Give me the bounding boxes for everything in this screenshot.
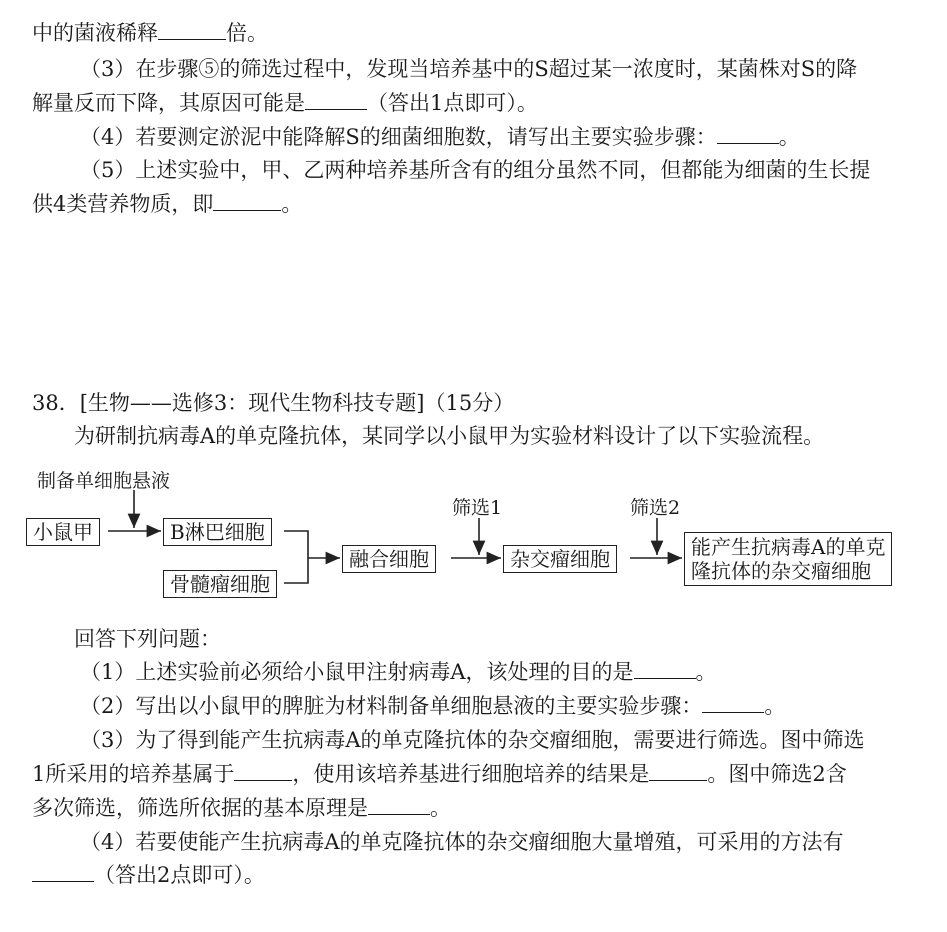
label-suspension: 制备单细胞悬液 xyxy=(37,470,171,492)
q38-question-4-line-1: （4）若要使能产生抗病毒A的单克隆抗体的杂交瘤细胞大量增殖，可采用的方法有 xyxy=(80,830,844,854)
text: 供4类营养物质，即 xyxy=(32,192,214,216)
text: 1所采用的培养基属于 xyxy=(32,762,235,786)
question-5-line-2 xyxy=(32,191,302,217)
answer-blank[interactable] xyxy=(158,21,226,40)
answer-blank[interactable] xyxy=(213,192,281,211)
box-myeloma: 骨髓瘤细胞 xyxy=(163,570,277,598)
question-38-intro: 为研制抗病毒A的单克隆抗体，某同学以小鼠甲为实验材料设计了以下实验流程。 xyxy=(74,424,825,448)
text: 。 xyxy=(764,694,786,718)
q38-question-1 xyxy=(80,659,717,685)
text: （答出2点即可）。 xyxy=(94,863,265,887)
text: 。 xyxy=(281,192,303,216)
answer-blank[interactable] xyxy=(649,762,707,781)
box-mouse: 小鼠甲 xyxy=(26,518,100,546)
text: 倍。 xyxy=(226,21,268,45)
question-3-line-2 xyxy=(32,90,538,116)
text: 解量反而下降，其原因可能是 xyxy=(32,91,305,115)
q38-question-4-line-2 xyxy=(32,862,265,888)
answer-blank[interactable] xyxy=(305,91,367,110)
label-screen-2: 筛选2 xyxy=(630,497,681,519)
text: ，使用该培养基进行细胞培养的结果是 xyxy=(292,762,650,786)
box-b-lymphocyte: B淋巴细胞 xyxy=(163,518,272,546)
text: 。图中筛选2含 xyxy=(707,762,847,786)
answer-blank[interactable] xyxy=(702,694,764,713)
question-38-header: 38．[生物——选修3：现代生物科技专题]（15分） xyxy=(32,391,515,415)
q38-question-2 xyxy=(80,693,785,719)
answer-blank[interactable] xyxy=(634,660,696,679)
text: （4）若要测定淤泥中能降解S的细菌细胞数，请写出主要实验步骤： xyxy=(80,125,717,149)
box-final-line-1: 能产生抗病毒A的单克 xyxy=(691,535,886,559)
box-fused-cell: 融合细胞 xyxy=(342,545,436,573)
answer-blank[interactable] xyxy=(368,796,430,815)
text: （2）写出以小鼠甲的脾脏为材料制备单细胞悬液的主要实验步骤： xyxy=(80,694,703,718)
text: 中的菌液稀释 xyxy=(32,21,158,45)
text: 。 xyxy=(695,660,717,684)
answer-blank[interactable] xyxy=(717,125,779,144)
label-screen-1: 筛选1 xyxy=(452,497,503,519)
question-3-line-1: （3）在步骤⑤的筛选过程中，发现当培养基中的S超过某一浓度时，某菌株对S的降 xyxy=(80,57,858,81)
text: （1）上述实验前必须给小鼠甲注射病毒A，该处理的目的是 xyxy=(80,660,634,684)
box-hybridoma: 杂交瘤细胞 xyxy=(503,545,617,573)
text: 多次筛选，筛选所依据的基本原理是 xyxy=(32,796,368,820)
answer-intro: 回答下列问题： xyxy=(74,627,221,651)
q38-question-3-line-3 xyxy=(32,795,451,821)
question-5-line-1: （5）上述实验中，甲、乙两种培养基所含有的组分虽然不同，但都能为细菌的生长提 xyxy=(80,158,871,182)
q38-question-3-line-1: （3）为了得到能产生抗病毒A的单克隆抗体的杂交瘤细胞，需要进行筛选。图中筛选 xyxy=(80,728,865,752)
text: （答出1点即可）。 xyxy=(367,91,538,115)
answer-blank[interactable] xyxy=(234,762,292,781)
answer-blank[interactable] xyxy=(32,863,94,882)
q38-question-3-line-2 xyxy=(32,761,847,787)
text: 。 xyxy=(778,125,800,149)
question-4-line xyxy=(80,124,800,150)
text-line xyxy=(32,20,268,46)
box-final-hybridoma xyxy=(684,532,892,586)
box-final-line-2: 隆抗体的杂交瘤细胞 xyxy=(691,559,871,583)
text: 。 xyxy=(430,796,451,820)
